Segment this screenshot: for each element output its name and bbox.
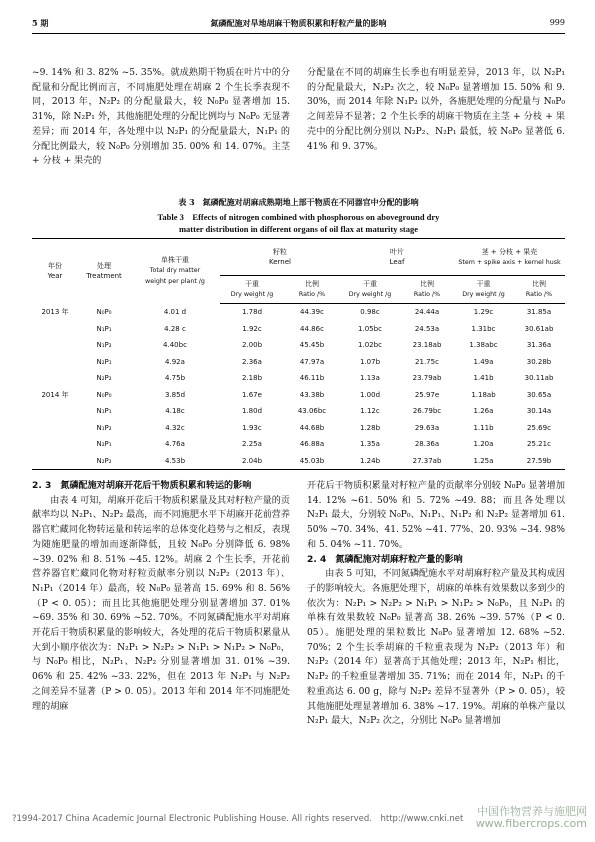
header-rule (32, 33, 565, 34)
cell-kernel-ratio: 47.97a (299, 357, 325, 366)
cell-total: 4.53b (130, 453, 220, 470)
cell-stem-ratio: 30.65a (526, 390, 552, 399)
cell-total: 4.76a (165, 440, 185, 449)
watermark-cn: 中国作物营养与施肥网 (477, 805, 587, 818)
cell-kernel-dw: 2.25a (242, 440, 262, 449)
running-title: 氮磷配施对旱地胡麻干物质积累和籽粒产量的影响 (210, 18, 387, 28)
subheader-dry-weight: 干重 Dry weight /g (454, 276, 513, 304)
cell-total: 4.92a (165, 357, 185, 366)
cell-leaf-ratio: 23.18ab (412, 341, 442, 350)
cell-leaf-dw: 1.24b (340, 453, 400, 470)
watermark-url: www.fibercrops.com (475, 817, 587, 830)
cell-leaf-ratio: 21.75c (415, 357, 439, 366)
cell-kernel-dw: 1.80d (241, 407, 263, 416)
table-caption-en-line1: Table 3 Effects of nitrogen combined with phosphorous on aboveground dry (157, 212, 440, 222)
cell-stem-dw: 1.25a (454, 453, 513, 470)
table-row (32, 354, 565, 371)
cell-year: 2013 年 (41, 308, 69, 316)
paragraph: 开花后干物质积累量对籽粒产量的贡献率分别较 N₀P₀ 显著增加 14. 12% ~61. 50% 和 5. 72% ~49. 88；而且各处理以 N₂P₁ 最大，分别较 N₀P₀、N₁P₁、N₁P₂ 和 N₂P₂ 显著增加 61. 50% ~70. 34%、41. 52% ~41. 77%、20. 93% ~34. 98% 和 5. 04% ~11. 70%。 (307, 481, 565, 550)
left-column-top (32, 66, 290, 169)
cell-year (32, 354, 78, 371)
cell-leaf-dw: 1.13a (360, 374, 380, 383)
cell-stem-dw: 1.49a (473, 357, 494, 366)
cell-stem-ratio: 30.61ab (524, 324, 554, 333)
right-column-bottom (307, 479, 565, 729)
table-row (32, 453, 565, 470)
header-treatment: 处理 Treatment (78, 239, 130, 304)
cell-stem-ratio: 30.11ab (524, 374, 554, 383)
table-row (32, 420, 565, 437)
cell-leaf-dw: 1.00d (359, 390, 381, 399)
cell-leaf-dw: 1.28b (359, 423, 381, 432)
cell-year (32, 403, 78, 420)
cell-year: 2014 年 (41, 390, 69, 399)
cell-leaf-dw: 1.12c (360, 407, 380, 416)
cell-total: 4.18c (165, 407, 185, 416)
cell-kernel-dw: 2.04b (220, 453, 284, 470)
cell-leaf-ratio: 26.79bc (412, 407, 442, 416)
cell-total: 4.40bc (163, 341, 187, 350)
cell-kernel-dw: 1.93c (242, 423, 262, 432)
cell-stem-ratio: 27.59b (513, 453, 565, 470)
cell-year (32, 321, 78, 338)
cell-stem-ratio: 30.14a (526, 407, 552, 416)
table-row (32, 403, 565, 420)
cell-kernel-dw: 2.00b (241, 341, 263, 350)
table-caption-cn: 表 3 氮磷配施对胡麻成熟期地上部干物质在不同器官中分配的影响 (178, 197, 419, 207)
cell-year (32, 453, 78, 470)
cell-stem-dw: 1.29c (473, 308, 494, 317)
cell-kernel-dw: 1.78d (241, 308, 263, 317)
paragraph: 由表 4 可知，胡麻开花后干物质积累量及其对籽粒产量的贡献率均以 N₂P₁、N₂P₂ 最高，而不同施肥水平下胡麻开花前营养器官贮藏同化物转运量和转运率的总体变化趋势与之相反，表现为随施肥量的增加而逐渐降低，且较 N₀P₀ 分别降低 6. 98% ~39. 02% 和 8. 51% ~45. 12%。胡麻 2 个生长季，开花前营养器官贮藏同化物对籽粒贡献率分别以 N₂P₂（2013 年）、N₁P₁（2014 年）最高，较 N₀P₀ 显著高 15. 69% 和 8. 56%（P < 0. 05）；而且比其他施肥处理分别显著增加 37. 01% ~69. 35% 和 30. 69% ~52. 70%。不同氮磷配施水平对胡麻开花后干物质积累量的影响较大，各处理的花后干物质积累量从大到小顺序依次为：N₂P₁ > N₂P₂ > N₁P₁ > N₁P₂ > N₀P₀，与 N₀P₀ 相比，N₂P₁、N₂P₂ 分别显著增加 31. 01% ~39. 06% 和 25. 42% ~33. 22%，但在 2013 年 N₂P₁ 与 N₂P₂ 之间差异不显著（P > 0. 05）。2013 年和 2014 年不同施肥处理的胡麻 (32, 495, 290, 712)
cell-stem-dw: 1.18ab (471, 390, 496, 399)
cell-stem-dw: 1.38abc (469, 341, 498, 350)
table-caption-en-line2: matter distribution in different organs of oil flax at maturity stage (178, 224, 419, 234)
header-year: 年份 Year (32, 239, 78, 304)
page-number: 999 (549, 18, 565, 27)
cell-treatment: N₁P₂ (96, 341, 112, 350)
cell-kernel-dw: 1.92c (242, 324, 262, 333)
table-row (32, 387, 565, 404)
cell-kernel-ratio: 45.03b (284, 453, 340, 470)
cell-kernel-ratio: 44.68b (299, 423, 325, 432)
cell-leaf-ratio: 24.53a (414, 324, 440, 333)
cell-treatment: N₂P₁ (96, 357, 112, 366)
table-row (32, 321, 565, 338)
cell-stem-ratio: 25.69c (527, 423, 551, 432)
cell-stem-dw: 1.31bc (471, 324, 496, 333)
table-3 (32, 238, 565, 470)
cell-leaf-dw: 1.02bc (358, 341, 382, 350)
cell-total: 4.01 d (163, 308, 187, 316)
cell-treatment: N₀P₀ (96, 390, 112, 399)
cell-kernel-ratio: 44.39c (300, 308, 324, 317)
cell-treatment: N₂P₁ (96, 440, 112, 449)
cell-leaf-dw: 1.05bc (358, 324, 382, 333)
table-row (32, 436, 565, 453)
header-kernel: 籽粒 Kernel (220, 239, 340, 276)
header-total-dry-weight: 单株干重 Total dry matter weight per plant /g (130, 239, 220, 304)
watermark (476, 806, 587, 830)
cell-kernel-ratio: 43.06bc (297, 407, 327, 416)
table-row (32, 337, 565, 354)
cell-stem-dw: 1.26a (473, 407, 494, 416)
right-column-top (307, 66, 565, 154)
cell-leaf-ratio: 28.36a (414, 440, 440, 449)
cell-total: 4.32c (165, 423, 185, 432)
left-column-bottom (32, 479, 290, 714)
cell-leaf-ratio: 27.37ab (400, 453, 454, 470)
cell-total: 4.75b (164, 374, 186, 383)
cell-stem-ratio: 30.28b (526, 357, 552, 366)
cell-kernel-ratio: 44.86c (300, 324, 324, 333)
cell-stem-ratio: 31.36a (526, 341, 552, 350)
cell-leaf-ratio: 29.63a (414, 423, 440, 432)
cell-kernel-ratio: 46.11b (299, 374, 325, 383)
cell-kernel-ratio: 43.38b (299, 390, 325, 399)
cell-total: 4.28 c (164, 324, 186, 333)
running-header (32, 18, 565, 32)
cell-kernel-dw: 1.67e (242, 390, 262, 399)
cell-treatment: N₂P₂ (96, 374, 112, 383)
cell-treatment: N₁P₁ (96, 324, 112, 333)
cell-leaf-ratio: 25.97e (414, 390, 440, 399)
issue-number: 5 期 (32, 18, 49, 28)
paragraph: 由表 5 可知，不同氮磷配施水平对胡麻籽粒产量及其构成因子的影响较大。各施肥处理下，胡麻的单株有效果数以多到少的依次为：N₂P₁ > N₂P₂ > N₁P₁ > N₁P₂ > N₀P₀，且 N₂P₁ 的单株有效果数较 N₀P₀ 显著高 38. 26% ~39. 57%（P < 0. 05）。施肥处理的果粒数比 N₀P₀ 显著增加 12. 68% ~52. 70%；2 个生长季胡麻的千粒重表现为 N₂P₂（2013 年）和 N₂P₂（2014 年）显著高于其他处理；2013 年，N₂P₁ 相比，N₂P₂ 的千粒重显著增加 35. 71%；而在 2014 年，N₂P₁ 的千粒重高达 6. 00 g，除与 N₂P₂ 差异不显著外（P > 0. 05），较其他施肥处理显著增加 6. 38% ~17. 19%。胡麻的单株产量以 N₂P₁ 最大，N₂P₂ 次之，分别比 N₀P₀ 显著增加 (307, 569, 565, 727)
cell-year (32, 436, 78, 453)
subheader-ratio: 比例 Ratio /% (513, 276, 565, 304)
copyright-footer: ?1994-2017 China Academic Journal Electronic Publishing House. All rights reserved. http://www.cnki.net (12, 814, 464, 824)
cell-year (32, 420, 78, 437)
cell-year (32, 370, 78, 387)
cell-stem-ratio: 31.85a (526, 308, 552, 317)
cell-stem-dw: 1.20a (473, 440, 494, 449)
cell-kernel-ratio: 46.88a (299, 440, 325, 449)
cell-leaf-dw: 1.07b (359, 357, 381, 366)
section-heading-2-3: 2. 3 氮磷配施对胡麻开花后干物质积累和转运的影响 (32, 481, 252, 491)
cell-kernel-dw: 2.36a (242, 357, 262, 366)
paragraph: ~9. 14% 和 3. 82% ~5. 35%。就成熟期干物质在叶片中的分配量和分配比例而言，不同施肥处理在胡麻 2 个生长季表现不同，2013 年，N₂P₂ 的分配量最大，较 N₀P₀ 显著增加 15. 31%，除 N₂P₁ 外，其他施肥处理的分配比例均与 N₀P₀ 无显著差异；而 2014 年，各处理中以 N₂P₁ 的分配量最大，N₁P₁ 的分配比例最大，较 N₀P₀ 分别增加 35. 00% 和 14. 07%。主茎 + 分枝 + 果壳的 (32, 68, 290, 167)
cell-treatment: N₁P₂ (96, 423, 112, 432)
cell-kernel-ratio: 45.45b (299, 341, 325, 350)
cell-leaf-dw: 1.35a (360, 440, 380, 449)
table-row (32, 304, 565, 321)
cell-treatment: N₂P₂ (78, 453, 130, 470)
cell-leaf-ratio: 24.44a (414, 308, 440, 317)
cell-stem-dw: 1.41b (473, 374, 494, 383)
cell-leaf-ratio: 23.79ab (412, 374, 442, 383)
cell-leaf-dw: 0.98c (360, 308, 380, 317)
cell-stem-dw: 1.11b (473, 423, 494, 432)
header-stem-spike-husk: 茎 + 分枝 + 果壳 Stem + spike axis + kernel husk (454, 239, 565, 276)
subheader-ratio: 比例 Ratio /% (284, 276, 340, 304)
cell-treatment: N₁P₁ (96, 407, 112, 416)
subheader-ratio: 比例 Ratio /% (400, 276, 454, 304)
cell-kernel-dw: 2.18b (241, 374, 263, 383)
cell-treatment: N₀P₀ (96, 308, 112, 316)
section-heading-2-4: 2. 4 氮磷配施对胡麻籽粒产量的影响 (307, 554, 463, 565)
cell-total: 3.85d (164, 390, 186, 399)
header-leaf: 叶片 Leaf (340, 239, 454, 276)
subheader-dry-weight: 干重 Dry weight /g (340, 276, 400, 304)
paragraph: 分配量在不同的胡麻生长季也有明显差异，2013 年，以 N₂P₁ 的分配量最大，N₂P₂ 次之，较 N₀P₀ 显著增加 15. 50% 和 9. 30%，而 2014 年除 N₁P₂ 以外，各施肥处理的分配量与 N₀P₀ 之间差异不显著；2 个生长季的胡麻干物质在主茎 + 分枝 + 果壳中的分配比例分别以 N₂P₂、N₂P₁ 最低，较 N₀P₀ 显著低 6. 41% 和 9. 37%。 (307, 68, 565, 152)
table-row (32, 370, 565, 387)
cell-stem-ratio: 25.21c (527, 440, 551, 449)
cell-year (32, 337, 78, 354)
subheader-dry-weight: 干重 Dry weight /g (220, 276, 284, 304)
